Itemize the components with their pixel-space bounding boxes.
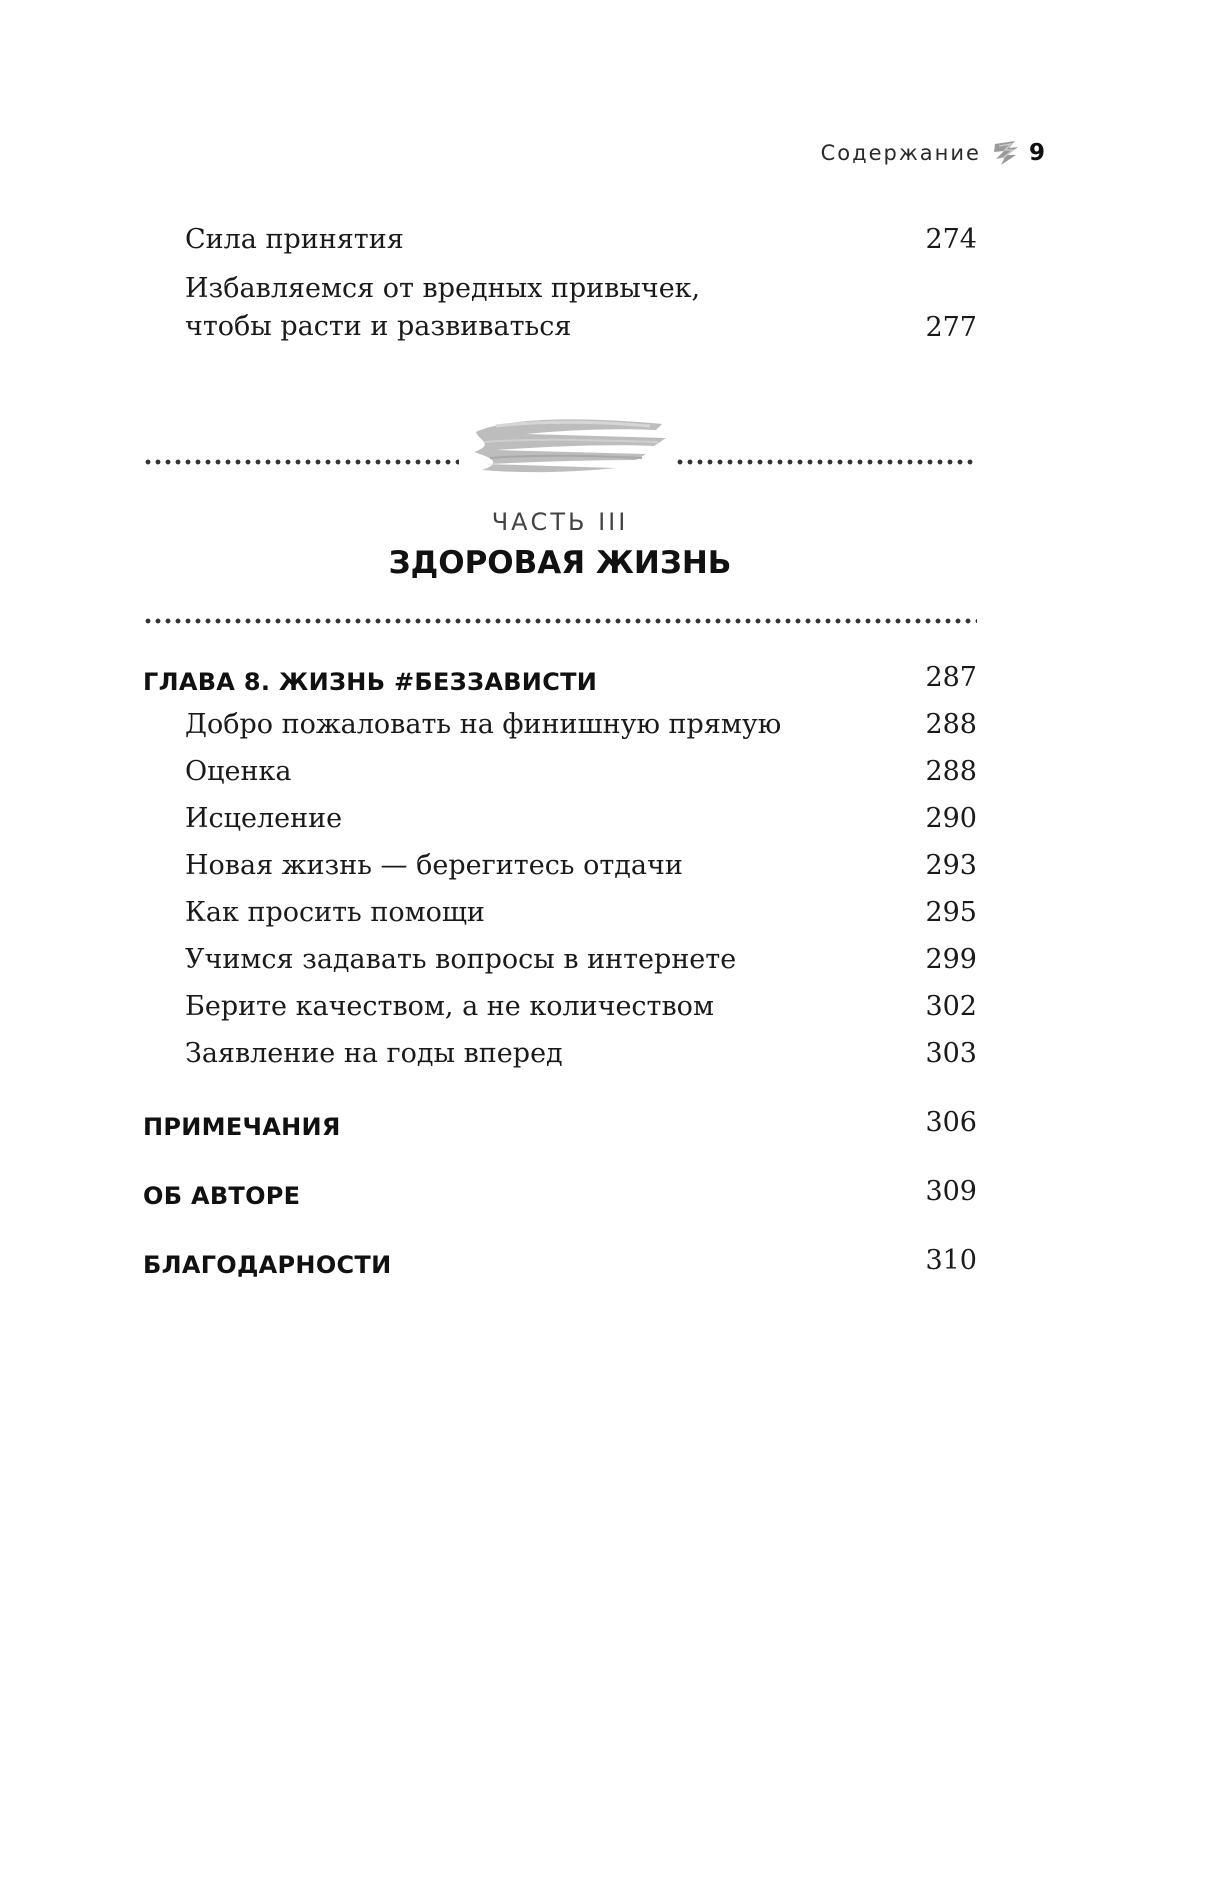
- part-title: ЗДОРОВАЯ ЖИЗНЬ: [388, 545, 732, 581]
- running-title: Содержание: [820, 141, 981, 165]
- toc-entry-page: 288: [925, 756, 977, 787]
- toc-backmatter-acknowledgements[interactable]: [143, 1243, 977, 1279]
- toc-entry-page: 299: [925, 944, 977, 975]
- toc-entry[interactable]: [143, 848, 977, 884]
- toc-entry-title-line1: Избавляемся от вредных привычек,: [185, 273, 701, 304]
- toc-entry-title: Исцеление: [185, 803, 343, 834]
- toc-chapter-title: ГЛАВА 8. ЖИЗНЬ #БЕЗЗАВИСТИ: [143, 668, 598, 696]
- toc-entry-page: 295: [925, 897, 977, 928]
- brush-stroke-ornament: [466, 412, 672, 478]
- brush-swatch-icon: [991, 138, 1021, 168]
- page-number: 9: [1028, 140, 1045, 166]
- toc-entry-title: Сила принятия: [185, 224, 404, 255]
- toc-entry[interactable]: [143, 1036, 977, 1072]
- toc-entry-page: 274: [925, 224, 977, 255]
- toc-entry[interactable]: [143, 270, 977, 346]
- toc-entry-title: Добро пожаловать на финишную прямую: [185, 709, 782, 740]
- toc-entry-title-line2: чтобы расти и развиваться: [185, 311, 572, 342]
- toc-entry-title: Как просить помощи: [185, 897, 485, 928]
- dotted-divider-full: [143, 618, 977, 624]
- toc-backmatter-page: 309: [925, 1176, 977, 1207]
- toc-entry[interactable]: [143, 895, 977, 931]
- toc-backmatter-title: БЛАГОДАРНОСТИ: [143, 1251, 392, 1279]
- toc-entry-page: 293: [925, 850, 977, 881]
- toc-backmatter-page: 306: [925, 1107, 977, 1138]
- part-label: ЧАСТЬ III: [491, 508, 629, 536]
- toc-entry-title: Оценка: [185, 756, 292, 787]
- toc-backmatter-about-author[interactable]: [143, 1174, 977, 1210]
- toc-entry-page: 303: [925, 1038, 977, 1069]
- toc-entry-page: 302: [925, 991, 977, 1022]
- toc-backmatter-title: ПРИМЕЧАНИЯ: [143, 1113, 341, 1141]
- toc-backmatter-title: ОБ АВТОРЕ: [143, 1182, 301, 1210]
- toc-entry-title: [143, 270, 700, 346]
- toc-entry[interactable]: [143, 222, 977, 258]
- toc-entry-page: 277: [925, 312, 977, 343]
- toc-entry-title: Заявление на годы вперед: [185, 1038, 563, 1069]
- toc-entry[interactable]: [143, 801, 977, 837]
- toc-entry[interactable]: [143, 942, 977, 978]
- running-head: [0, 138, 1045, 168]
- toc-entry-title: Берите качеством, а не количеством: [185, 991, 714, 1022]
- toc-backmatter-notes[interactable]: [143, 1105, 977, 1141]
- toc-entry[interactable]: [143, 754, 977, 790]
- toc-chapter[interactable]: [143, 660, 977, 696]
- toc-chapter-page: 287: [925, 662, 977, 693]
- dotted-divider-right: [675, 459, 977, 465]
- toc-entry-page: 290: [925, 803, 977, 834]
- toc-entry-title: Новая жизнь — берегитесь отдачи: [185, 850, 683, 881]
- toc-entry-page: 288: [925, 709, 977, 740]
- toc-entry[interactable]: [143, 989, 977, 1025]
- toc-entry[interactable]: [143, 707, 977, 743]
- dotted-divider-left: [143, 459, 459, 465]
- toc-backmatter-page: 310: [925, 1245, 977, 1276]
- toc-entry-title: Учимся задавать вопросы в интернете: [185, 944, 737, 975]
